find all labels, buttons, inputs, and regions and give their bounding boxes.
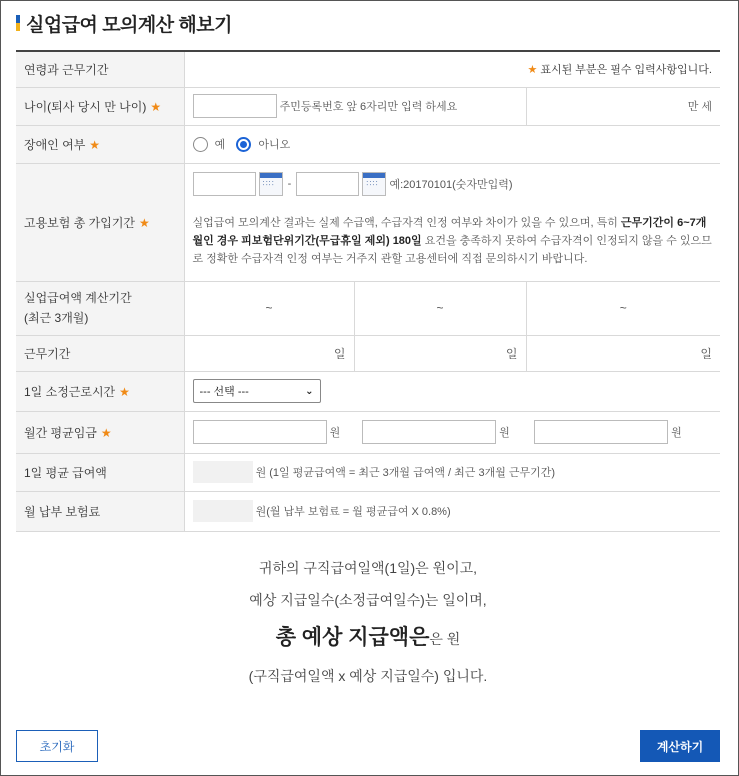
section-label: 연령과 근무기간 (16, 51, 184, 87)
monthly-wage-label-text: 월간 평균임금 (24, 425, 97, 440)
disabled-label (16, 125, 184, 163)
calc-period-2: ~ (354, 281, 526, 335)
daily-hours-row (16, 371, 720, 411)
daily-hours-label-text: 1일 소정근로시간 (24, 384, 116, 399)
daily-hours-select[interactable] (193, 379, 321, 403)
calculator-form (16, 50, 720, 532)
required-note (184, 51, 720, 87)
calc-period-1: ~ (184, 281, 354, 335)
disabled-label-text: 장애인 여부 (24, 137, 86, 152)
period-start-input[interactable] (193, 172, 256, 196)
won-unit: 원 (329, 427, 341, 439)
result-line-4: (구직급여일액 x 예상 지급일수) 입니다. (248, 668, 488, 684)
calendar-icon[interactable] (362, 172, 386, 196)
daily-pay-cell (184, 453, 720, 491)
title-bar (16, 10, 232, 36)
age-label (16, 87, 184, 125)
required-mark: ★ (100, 425, 112, 440)
age-result: 만 세 (526, 87, 720, 125)
won-unit: 원 (671, 427, 682, 439)
monthly-wage-cell-3 (526, 411, 720, 453)
period-dash: - (287, 177, 292, 190)
disabled-options (184, 125, 720, 163)
notice-bold-text: 근무기간이 6~7개월인 경우 피보험단위기간(무급휴일 제외) 180일 (192, 216, 707, 247)
daily-hours-label (16, 371, 184, 411)
result-summary (16, 552, 720, 692)
period-end-input[interactable] (296, 172, 359, 196)
monthly-wage-cell-2 (354, 411, 526, 453)
insurance-period-row (16, 163, 720, 281)
reset-button[interactable]: 초기화 (16, 730, 98, 762)
required-mark: ★ (89, 137, 101, 152)
insurance-period-label (16, 163, 184, 281)
result-line-1: 귀하의 구직급여일액(1일)은 원이고, (258, 560, 478, 576)
daily-pay-label: 1일 평균 급여액 (16, 453, 184, 491)
work-days-label: 근무기간 (16, 335, 184, 371)
calc-period-3: ~ (526, 281, 720, 335)
work-days-1: 일 (184, 335, 354, 371)
daily-hours-cell (184, 371, 720, 411)
result-line-2: 예상 지급일수(소정급여일수)는 일이며, (249, 592, 487, 608)
calc-period-label-line1: 실업급여액 계산기간 (24, 291, 132, 305)
daily-pay-row (16, 453, 720, 491)
insurance-period-label-text: 고용보험 총 가입기간 (24, 215, 135, 230)
calendar-icon[interactable] (259, 172, 283, 196)
required-mark: ★ (119, 384, 130, 399)
radio-no[interactable] (236, 137, 251, 152)
result-total-value: 은 원 (429, 631, 461, 647)
daily-hours-selected: --- 선택 --- (199, 386, 249, 398)
required-note-text: 표시된 부분은 필수 입력사항입니다. (540, 64, 712, 77)
result-line-3 (16, 616, 720, 660)
daily-pay-value (193, 461, 253, 483)
notice-text: 실업급여 모의계산 결과는 실제 수급액, 수급자격 인정 여부와 차이가 있을 수 있으며, 특히 (192, 216, 621, 229)
monthly-premium-row (16, 491, 720, 531)
monthly-premium-formula: 원(월 납부 보험료 = 월 평균급여 X 0.8%) (255, 506, 451, 518)
birthdate-hint: 주민등록번호 앞 6자리만 입력 하세요 (279, 101, 458, 113)
monthly-wage-row (16, 411, 720, 453)
chevron-down-icon: ⌄ (305, 385, 314, 397)
insurance-period-cell (184, 163, 720, 281)
monthly-premium-value (193, 500, 253, 522)
insurance-notice (193, 214, 721, 268)
result-total-heading: 총 예상 지급액은 (275, 626, 430, 649)
calc-period-row (16, 281, 720, 335)
age-row (16, 87, 720, 125)
calc-period-label (16, 281, 184, 335)
monthly-wage-input-3[interactable] (534, 420, 668, 444)
required-mark: ★ (150, 99, 162, 114)
daily-pay-formula: 원 (1일 평균급여액 = 최근 3개월 급여액 / 최근 3개월 근무기간) (255, 467, 556, 479)
age-input-cell (184, 87, 526, 125)
monthly-premium-label: 월 납부 보험료 (16, 491, 184, 531)
calculate-button[interactable]: 계산하기 (640, 730, 720, 762)
period-hint: 예:20170101(숫자만입력) (389, 178, 513, 191)
age-label-text: 나이(퇴사 당시 만 나이) (24, 99, 147, 114)
work-days-row (16, 335, 720, 371)
form-header-row (16, 51, 720, 87)
radio-yes-label: 예 (214, 139, 226, 151)
monthly-wage-label (16, 411, 184, 453)
disabled-row (16, 125, 720, 163)
required-mark: ★ (139, 215, 150, 230)
monthly-premium-cell (184, 491, 720, 531)
page-title: 실업급여 모의계산 해보기 (26, 14, 232, 36)
won-unit: 원 (499, 427, 510, 439)
required-mark: ★ (527, 64, 538, 77)
monthly-wage-input-2[interactable] (362, 420, 496, 444)
monthly-wage-cell-1 (184, 411, 354, 453)
calc-period-label-line2: (최근 3개월) (24, 311, 89, 325)
work-days-2: 일 (354, 335, 526, 371)
notice-text: 요건을 충족하지 못하여 수급자격이 인정되지 않을 수 있으므로 정확한 수급자격 인정 여부는 거주지 관할 고용센터에 직접 문의하시기 바랍니다. (192, 234, 712, 265)
radio-yes[interactable] (193, 137, 208, 152)
radio-no-label: 아니오 (258, 139, 291, 151)
work-days-3: 일 (526, 335, 720, 371)
monthly-wage-input-1[interactable] (193, 420, 327, 444)
birthdate-input[interactable] (193, 94, 277, 118)
title-marker-icon (16, 15, 20, 31)
